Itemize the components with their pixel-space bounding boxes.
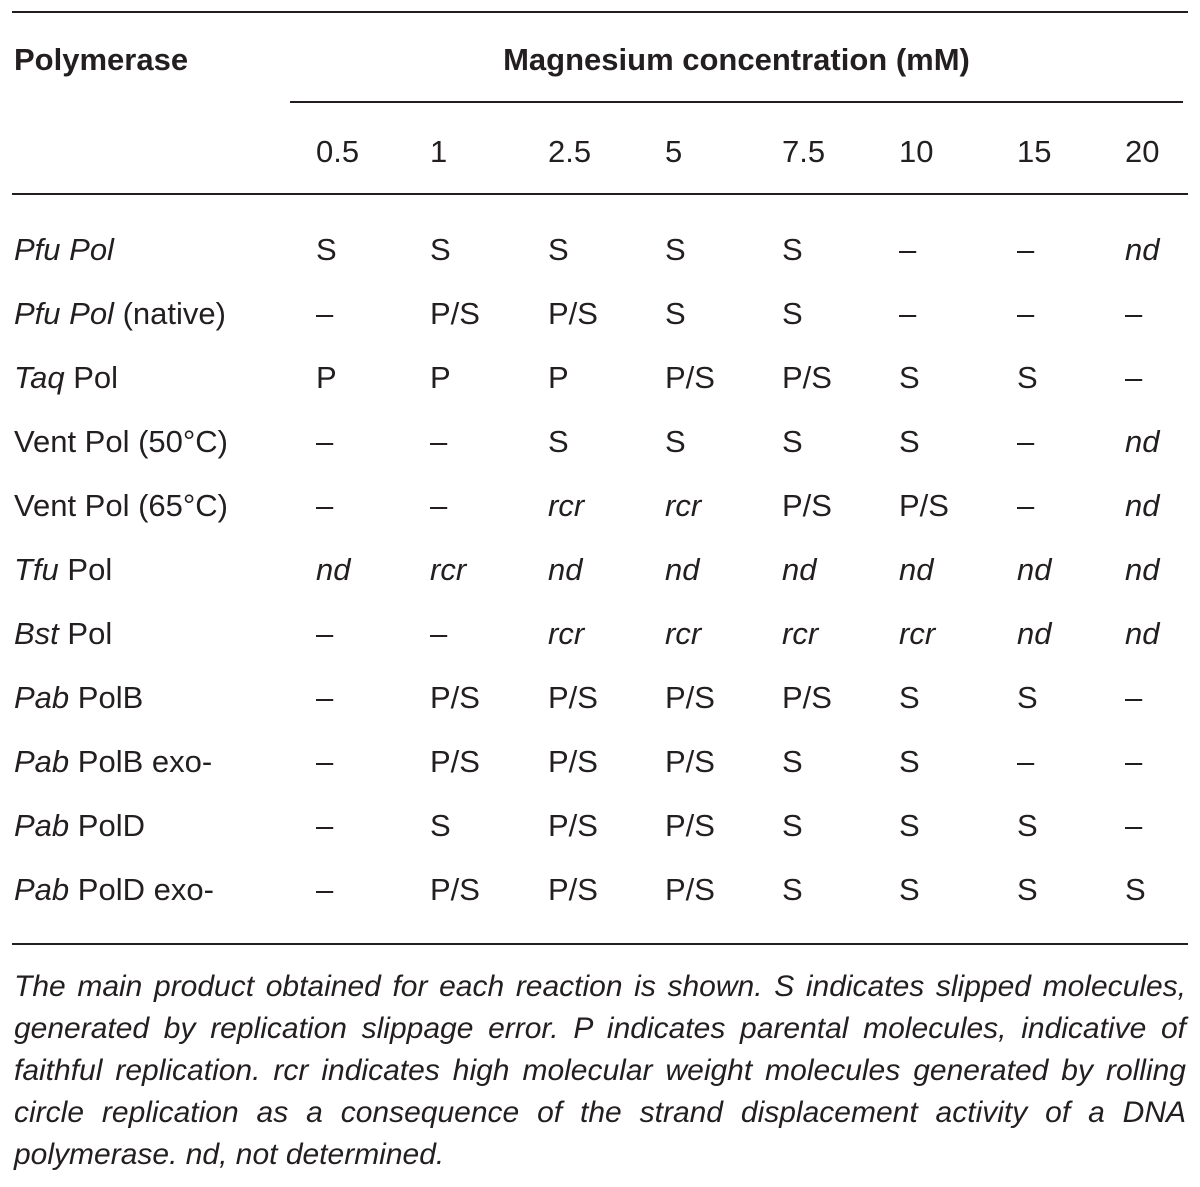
table-cell: nd bbox=[1017, 616, 1052, 651]
table-cell: nd bbox=[548, 552, 583, 587]
table-cell: P/S bbox=[430, 296, 480, 331]
polymerase-name bbox=[14, 294, 226, 334]
polymerase-name bbox=[14, 550, 112, 590]
table-cell: P/S bbox=[665, 808, 715, 843]
table-cell: S bbox=[782, 424, 803, 459]
table-cell: nd bbox=[316, 552, 351, 587]
polymerase-name-part: Pab bbox=[14, 872, 70, 907]
polymerase-name-part: Vent Pol (50°C) bbox=[14, 424, 229, 459]
concentration-header-0: 0.5 bbox=[316, 134, 360, 169]
concentration-header-2: 2.5 bbox=[548, 134, 592, 169]
table-cell: nd bbox=[1125, 488, 1160, 523]
table-row bbox=[0, 422, 1200, 486]
table-cell: nd bbox=[899, 552, 934, 587]
table-cell: S bbox=[1017, 680, 1038, 715]
table-cell: S bbox=[1017, 360, 1038, 395]
table-cell: – bbox=[316, 424, 334, 459]
table-cell: – bbox=[316, 744, 334, 779]
header-magnesium-concentration: Magnesium concentration (mM) bbox=[503, 42, 970, 77]
concentration-header-4: 7.5 bbox=[782, 134, 826, 169]
table-cell: S bbox=[430, 808, 451, 843]
table-cell: – bbox=[316, 616, 334, 651]
table-row bbox=[0, 870, 1200, 934]
polymerase-name bbox=[14, 614, 112, 654]
table-cell: rcr bbox=[782, 616, 819, 651]
table-cell: S bbox=[899, 360, 920, 395]
table-cell: – bbox=[1125, 360, 1143, 395]
table-cell: P/S bbox=[782, 680, 832, 715]
table-cell: – bbox=[316, 296, 334, 331]
table-cell: P/S bbox=[548, 872, 598, 907]
table-cell: – bbox=[316, 680, 334, 715]
table-bottom-rule bbox=[12, 943, 1188, 945]
table-cell: P/S bbox=[430, 744, 480, 779]
table-top-rule bbox=[12, 11, 1188, 13]
table-cell: S bbox=[782, 232, 803, 267]
table-cell: – bbox=[430, 616, 448, 651]
table-cell: P/S bbox=[430, 872, 480, 907]
polymerase-name-part: Pfu Pol bbox=[14, 232, 114, 267]
table-cell: P/S bbox=[665, 744, 715, 779]
table-cell: – bbox=[899, 232, 917, 267]
table-cell: S bbox=[430, 232, 451, 267]
table-cell: S bbox=[782, 744, 803, 779]
table-cell: – bbox=[316, 808, 334, 843]
table-row bbox=[0, 550, 1200, 614]
table-cell: nd bbox=[1017, 552, 1052, 587]
table-cell: nd bbox=[782, 552, 817, 587]
table-row bbox=[0, 486, 1200, 550]
polymerase-name-part: Pol bbox=[58, 552, 113, 587]
polymerase-name-part: Tfu bbox=[14, 552, 59, 587]
table-cell: S bbox=[665, 296, 686, 331]
table-cell: – bbox=[1017, 744, 1035, 779]
table-row bbox=[0, 294, 1200, 358]
table-cell: S bbox=[899, 424, 920, 459]
polymerase-name-part: PolB bbox=[69, 680, 144, 715]
table-cell: – bbox=[1125, 808, 1143, 843]
table-cell: S bbox=[782, 296, 803, 331]
table-cell: – bbox=[430, 488, 448, 523]
table-cell: S bbox=[1125, 872, 1146, 907]
table-cell: – bbox=[430, 424, 448, 459]
polymerase-name bbox=[14, 486, 228, 526]
table-cell: rcr bbox=[548, 488, 585, 523]
table-footnote: The main product obtained for each reaction is shown. S indicates slipped molecules, generated by replication slippage error. P indicates parental molecules, indicative of faithful replication. rcr indicates high molecular weight molecules generated by rolling circle replication as a consequence of the strand displacement activity of a DNA polymerase. nd, not determined. bbox=[14, 970, 1186, 1171]
table-cell: – bbox=[1125, 296, 1143, 331]
table-cell: P bbox=[316, 360, 337, 395]
table-cell: – bbox=[316, 872, 334, 907]
table-cell: rcr bbox=[665, 488, 702, 523]
polymerase-name-part: PolD exo- bbox=[69, 872, 214, 907]
table-cell: – bbox=[1125, 744, 1143, 779]
table-cell: P/S bbox=[548, 680, 598, 715]
table-cell: nd bbox=[665, 552, 700, 587]
table-cell: S bbox=[899, 744, 920, 779]
table-cell: – bbox=[1017, 232, 1035, 267]
table-cell: nd bbox=[1125, 424, 1160, 459]
header-bottom-rule bbox=[12, 193, 1188, 195]
table-cell: P/S bbox=[548, 296, 598, 331]
table-cell: rcr bbox=[899, 616, 936, 651]
table-cell: S bbox=[899, 680, 920, 715]
table-cell: S bbox=[548, 232, 569, 267]
concentration-header-1: 1 bbox=[430, 134, 448, 169]
table-cell: nd bbox=[1125, 232, 1160, 267]
table-cell: rcr bbox=[665, 616, 702, 651]
table-cell: – bbox=[1125, 680, 1143, 715]
table-cell: S bbox=[548, 424, 569, 459]
table-cell: S bbox=[899, 808, 920, 843]
table-cell: rcr bbox=[548, 616, 585, 651]
concentration-header-5: 10 bbox=[899, 134, 934, 169]
table-row bbox=[0, 230, 1200, 294]
table-cell: S bbox=[1017, 808, 1038, 843]
table-cell: – bbox=[1017, 296, 1035, 331]
polymerase-name-part: Bst bbox=[14, 616, 59, 651]
table-cell: S bbox=[782, 872, 803, 907]
table-cell: P bbox=[430, 360, 451, 395]
table-cell: P/S bbox=[548, 808, 598, 843]
table-cell: P/S bbox=[430, 680, 480, 715]
table-cell: P/S bbox=[665, 360, 715, 395]
concentration-header-3: 5 bbox=[665, 134, 683, 169]
table-cell: – bbox=[1017, 424, 1035, 459]
table-cell: S bbox=[899, 872, 920, 907]
table-cell: nd bbox=[1125, 552, 1160, 587]
polymerase-name-part: Pfu Pol bbox=[14, 296, 114, 331]
table-cell: S bbox=[665, 232, 686, 267]
polymerase-name-part: Taq bbox=[14, 360, 65, 395]
polymerase-name bbox=[14, 230, 114, 270]
concentration-header-7: 20 bbox=[1125, 134, 1160, 169]
table-row bbox=[0, 806, 1200, 870]
table-row bbox=[0, 742, 1200, 806]
table-cell: P/S bbox=[548, 744, 598, 779]
polymerase-name bbox=[14, 678, 143, 718]
table-row bbox=[0, 614, 1200, 678]
table-row bbox=[0, 358, 1200, 422]
table-cell: S bbox=[316, 232, 337, 267]
header-polymerase: Polymerase bbox=[14, 42, 189, 77]
header-span-rule bbox=[290, 101, 1183, 103]
concentration-header-6: 15 bbox=[1017, 134, 1052, 169]
table-cell: S bbox=[1017, 872, 1038, 907]
polymerase-name bbox=[14, 742, 212, 782]
table-cell: nd bbox=[1125, 616, 1160, 651]
polymerase-name-part: Pab bbox=[14, 808, 70, 843]
polymerase-name bbox=[14, 806, 145, 846]
polymerase-name-part: (native) bbox=[113, 296, 226, 331]
polymerase-name-part: Vent Pol (65°C) bbox=[14, 488, 229, 523]
table-cell: P/S bbox=[782, 488, 832, 523]
table-row bbox=[0, 678, 1200, 742]
polymerase-name bbox=[14, 358, 118, 398]
polymerase-name-part: Pol bbox=[64, 360, 118, 395]
table-cell: – bbox=[316, 488, 334, 523]
polymerase-name-part: PolD bbox=[69, 808, 145, 843]
polymerase-name bbox=[14, 870, 214, 910]
table-cell: P/S bbox=[782, 360, 832, 395]
polymerase-name-part: PolB exo- bbox=[69, 744, 213, 779]
table-cell: – bbox=[899, 296, 917, 331]
polymerase-name-part: Pab bbox=[14, 744, 70, 779]
table-cell: – bbox=[1017, 488, 1035, 523]
table-cell: P/S bbox=[899, 488, 949, 523]
table-cell: P/S bbox=[665, 872, 715, 907]
table-cell: rcr bbox=[430, 552, 467, 587]
table-cell: S bbox=[782, 808, 803, 843]
polymerase-name-part: Pol bbox=[58, 616, 113, 651]
table-cell: P bbox=[548, 360, 569, 395]
table-cell: S bbox=[665, 424, 686, 459]
table-cell: P/S bbox=[665, 680, 715, 715]
polymerase-name-part: Pab bbox=[14, 680, 70, 715]
polymerase-name bbox=[14, 422, 228, 462]
